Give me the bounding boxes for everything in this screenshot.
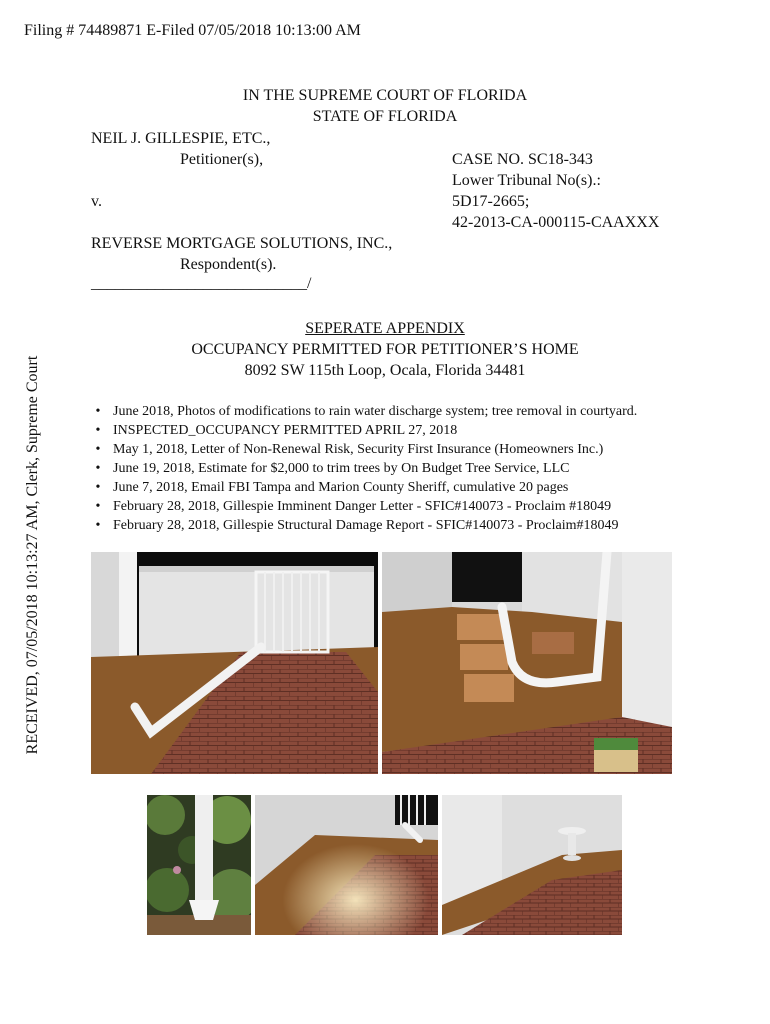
bullet-icon: • bbox=[95, 423, 101, 438]
bullet-icon: • bbox=[95, 518, 101, 533]
property-address: 8092 SW 115th Loop, Ocala, Florida 34481 bbox=[244, 362, 526, 379]
received-stamp: RECEIVED, 07/05/2018 10:13:27 AM, Clerk, Supreme Court bbox=[24, 355, 41, 755]
photo-mulch-corner bbox=[255, 795, 438, 935]
state-name: STATE OF FLORIDA bbox=[312, 108, 458, 125]
bullet-icon: • bbox=[95, 461, 101, 476]
case-number: CASE NO. SC18-343 bbox=[452, 151, 593, 168]
appendix-subtitle: OCCUPANCY PERMITTED FOR PETITIONER’S HOME bbox=[191, 341, 579, 358]
photo-foliage-gutter bbox=[147, 795, 251, 935]
court-name: IN THE SUPREME COURT OF FLORIDA bbox=[242, 87, 528, 104]
versus: v. bbox=[91, 193, 102, 210]
list-item: • February 28, 2018, Gillespie Imminent Danger Letter - SFIC#140073 - Proclaim #18049 bbox=[92, 497, 637, 516]
appendix-item-list bbox=[92, 402, 637, 535]
bullet-icon: • bbox=[95, 404, 101, 419]
bullet-icon: • bbox=[95, 480, 101, 495]
list-item: • June 19, 2018, Estimate for $2,000 to trim trees by On Budget Tree Service, LLC bbox=[92, 459, 637, 478]
respondent-role: Respondent(s). bbox=[180, 256, 277, 273]
list-item: • June 7, 2018, Email FBI Tampa and Marion County Sheriff, cumulative 20 pages bbox=[92, 478, 637, 497]
bullet-icon: • bbox=[95, 499, 101, 514]
petitioner-role: Petitioner(s), bbox=[180, 151, 264, 168]
appendix-title: SEPERATE APPENDIX bbox=[305, 320, 465, 337]
filing-header: Filing # 74489871 E-Filed 07/05/2018 10:13:00 AM bbox=[24, 22, 361, 39]
photo-stepping-stones bbox=[382, 552, 672, 774]
respondent-name: REVERSE MORTGAGE SOLUTIONS, INC., bbox=[91, 235, 393, 252]
caption-divider: ___________________________/ bbox=[91, 275, 312, 292]
list-item: • June 2018, Photos of modifications to rain water discharge system; tree removal in courtyard. bbox=[92, 402, 637, 421]
bullet-icon: • bbox=[95, 442, 101, 457]
lower-tribunal-label: Lower Tribunal No(s).: bbox=[452, 172, 601, 189]
photo-birdbath-corner bbox=[442, 795, 622, 935]
photo-courtyard-gate bbox=[91, 552, 378, 774]
petitioner-name: NEIL J. GILLESPIE, ETC., bbox=[91, 130, 271, 147]
lower-tribunal-number-1: 5D17-2665; bbox=[452, 193, 530, 210]
lower-tribunal-number-2: 42-2013-CA-000115-CAAXXX bbox=[452, 214, 660, 231]
list-item: • May 1, 2018, Letter of Non-Renewal Risk, Security First Insurance (Homeowners Inc.) bbox=[92, 440, 637, 459]
list-item: • INSPECTED_OCCUPANCY PERMITTED APRIL 27, 2018 bbox=[92, 421, 637, 440]
list-item: • February 28, 2018, Gillespie Structural Damage Report - SFIC#140073 - Proclaim#18049 bbox=[92, 516, 637, 535]
